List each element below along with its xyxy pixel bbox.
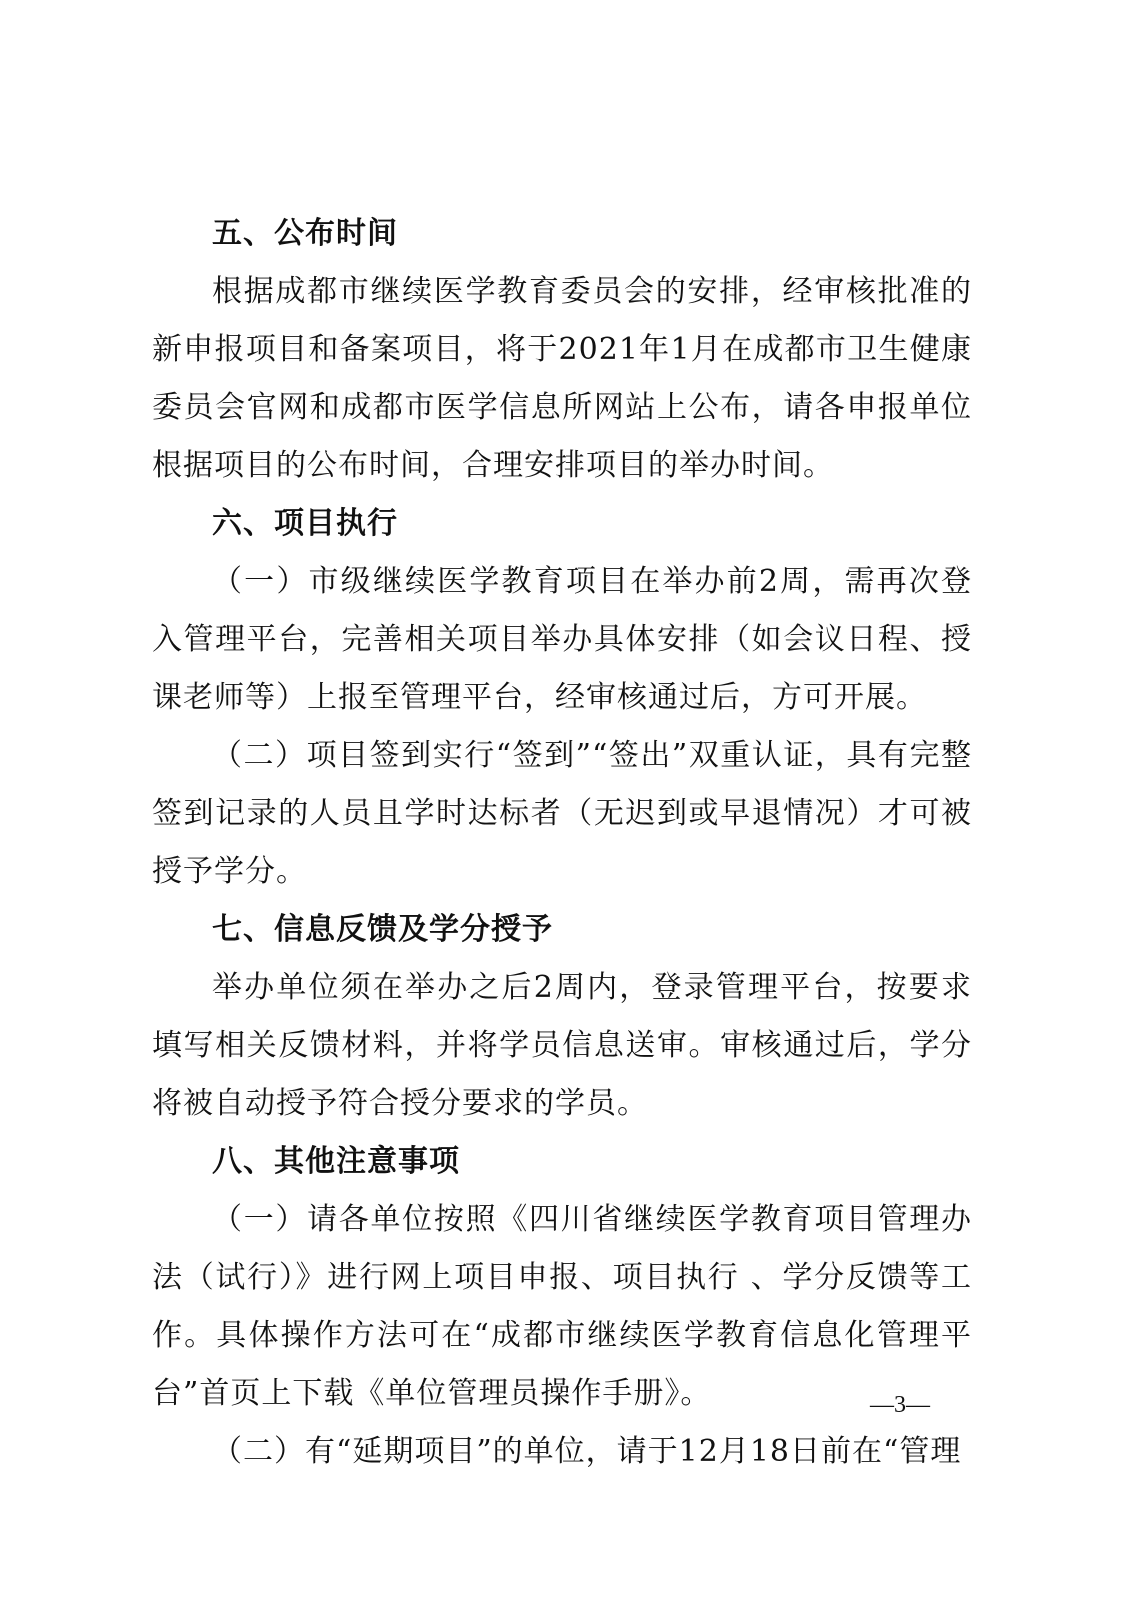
section-heading-other-notes: 八、其他注意事项 xyxy=(212,1144,460,1179)
paragraph-notes-1: （一）请各单位按照《四川省继续医学教育项目管理办法（试行）》进行网上项目申报、项目执行 、学分反馈等工作。具体操作方法可在“成都市继续医学教育信息化管理平台”首页上下载《单位管理员操作手册》。 xyxy=(152,1202,972,1411)
section-heading-project-execution: 六、项目执行 xyxy=(212,506,398,541)
paragraph-execution-1: （一）市级继续医学教育项目在举办前2周，需再次登入管理平台，完善相关项目举办具体安排（如会议日程、授课老师等）上报至管理平台，经审核通过后，方可开展。 xyxy=(152,564,972,715)
section-heading-feedback-credits: 七、信息反馈及学分授予 xyxy=(212,912,553,947)
paragraph-publish-time: 根据成都市继续医学教育委员会的安排，经审核批准的新申报项目和备案项目，将于2021年1月在成都市卫生健康委员会官网和成都市医学信息所网站上公布，请各申报单位根据项目的公布时间，合理安排项目的举办时间。 xyxy=(152,274,972,483)
section-heading-publish-time: 五、公布时间 xyxy=(212,216,398,251)
document-body xyxy=(152,205,972,1481)
paragraph-execution-2: （二）项目签到实行“签到”“签出”双重认证，具有完整签到记录的人员且学时达标者（无迟到或早退情况）才可被授予学分。 xyxy=(152,738,972,889)
page-number: —3— xyxy=(870,1392,930,1418)
paragraph-feedback: 举办单位须在举办之后2周内，登录管理平台，按要求填写相关反馈材料，并将学员信息送审。审核通过后，学分将被自动授予符合授分要求的学员。 xyxy=(152,970,972,1121)
paragraph-notes-2: （二）有“延期项目”的单位，请于12月18日前在“管理 xyxy=(212,1434,962,1469)
